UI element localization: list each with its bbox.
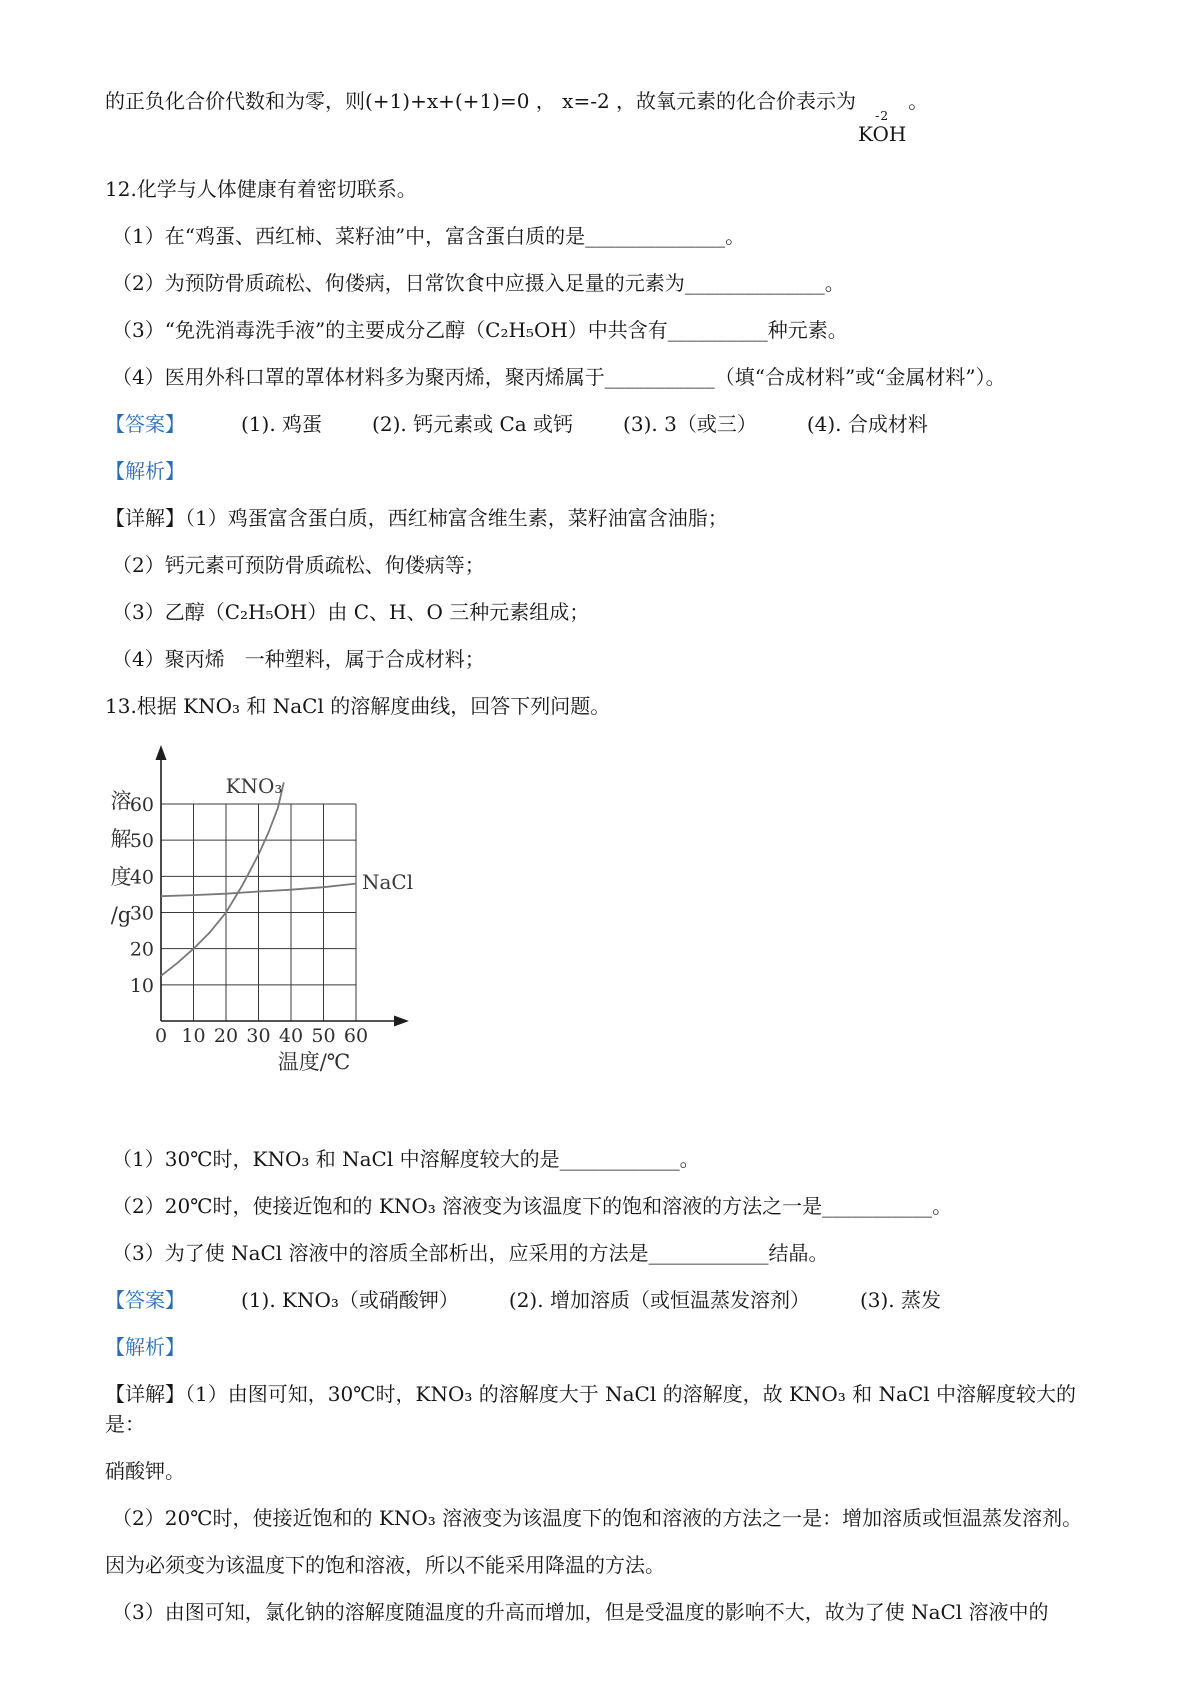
solubility-chart [99,736,439,1088]
svg-text:解: 解 [110,826,132,851]
svg-text:50: 50 [311,1024,336,1047]
answer-label: 【答案】 [105,411,185,436]
svg-text:60: 60 [129,793,154,816]
question-12-item-3: （3）“免洗消毒洗手液”的主要成分乙醇（C₂H₅OH）中共含有__________种元素。 [112,317,848,342]
answer-item: (3). 3（或三） [623,411,757,436]
answer-item: (2). 钙元素或 Ca 或钙 [372,411,574,436]
svg-text:度: 度 [110,864,132,889]
analysis-label: 【解析】 [105,458,185,483]
svg-text:溶: 溶 [110,788,132,813]
question-13-detail-2: 硝酸钾。 [105,1458,185,1483]
svg-text:40: 40 [278,1024,304,1047]
question-13-title: 13.根据 KNO₃ 和 NaCl 的溶解度曲线，回答下列问题。 [105,693,611,718]
question-12-detail-2: （2）钙元素可预防骨质疏松、佝偻病等； [112,552,485,577]
question-12-detail-3: （3）乙醇（C₂H₅OH）由 C、H、O 三种元素组成； [112,599,590,624]
question-13-item-1: （1）30℃时，KNO₃ 和 NaCl 中溶解度较大的是____________。 [112,1146,700,1171]
question-13-detail-1: 【详解】（1）由图可知，30℃时，KNO₃ 的溶解度大于 NaCl 的溶解度，故 KNO₃ 和 NaCl 中溶解度较大的是： [105,1381,1077,1436]
question-12-item-4: （4）医用外科口罩的罩体材料多为聚丙烯，聚丙烯属于___________（填“合成材料”或“金属材料”）。 [112,364,1006,389]
question-12-detail-4: （4）聚丙烯 一种塑料，属于合成材料； [112,646,485,671]
svg-text:10: 10 [181,1024,206,1047]
svg-text:30: 30 [246,1024,271,1047]
question-12-detail-1: 【详解】（1）鸡蛋富含蛋白质，西红柿富含维生素，菜籽油富含油脂； [105,505,728,530]
question-12-title: 12.化学与人体健康有着密切联系。 [105,176,417,201]
oxidation-superscript: -2 [875,108,890,123]
oxidation-state-formula [858,110,906,144]
answer-item: (2). 增加溶质（或恒温蒸发溶剂） [508,1287,810,1312]
solubility-chart-figure [99,736,1108,1092]
question-13-item-3: （3）为了使 NaCl 溶液中的溶质全部析出，应采用的方法是____________结晶。 [112,1240,829,1265]
question-13-item-2: （2）20℃时，使接近饱和的 KNO₃ 溶液变为该温度下的饱和溶液的方法之一是___________。 [112,1193,953,1218]
svg-text:0: 0 [154,1024,168,1047]
question-13-detail-3: （2）20℃时，使接近饱和的 KNO₃ 溶液变为该温度下的饱和溶液的方法之一是：增加溶质或恒温蒸发溶剂。 [112,1505,1083,1530]
question-12-item-2: （2）为预防骨质疏松、佝偻病，日常饮食中应摄入足量的元素为______________。 [112,270,845,295]
svg-text:50: 50 [129,829,154,852]
svg-text:30: 30 [129,902,154,924]
question-13-detail-5: （3）由图可知，氯化钠的溶解度随温度的升高而增加，但是受温度的影响不大，故为了使 NaCl 溶液中的 [112,1599,1049,1624]
svg-text:10: 10 [129,974,154,997]
analysis-label: 【解析】 [105,1334,185,1359]
svg-text:温度/℃: 温度/℃ [277,1049,351,1074]
answer-item: (4). 合成材料 [806,411,928,436]
svg-text:NaCl: NaCl [362,869,414,894]
valence-explanation-line [105,86,1108,144]
svg-text:KNO₃: KNO₃ [225,773,283,798]
svg-text:/g: /g [110,902,132,927]
oxidation-base-formula: KOH [858,121,907,146]
question-12-answer-row [105,409,1108,439]
question-13-detail-4: 因为必须变为该温度下的饱和溶液，所以不能采用降温的方法。 [105,1552,665,1577]
valence-text-after: 。 [908,89,929,113]
svg-text:20: 20 [213,1024,239,1047]
answer-item: (3). 蒸发 [859,1287,941,1312]
question-12-item-1: （1）在“鸡蛋、西红柿、菜籽油”中，富含蛋白质的是______________。 [112,223,746,248]
svg-text:20: 20 [129,938,154,961]
svg-text:60: 60 [343,1024,369,1047]
answer-item: (1). KNO₃（或硝酸钾） [241,1287,459,1312]
valence-text-before: 的正负化合价代数和为零，则(+1)+x+(+1)=0 ， x=-2 ，故氧元素的化合价表示为 [105,89,857,113]
answer-label: 【答案】 [105,1287,185,1312]
answer-item: (1). 鸡蛋 [241,411,323,436]
question-13-answer-row [105,1285,1108,1315]
svg-text:40: 40 [129,865,154,888]
